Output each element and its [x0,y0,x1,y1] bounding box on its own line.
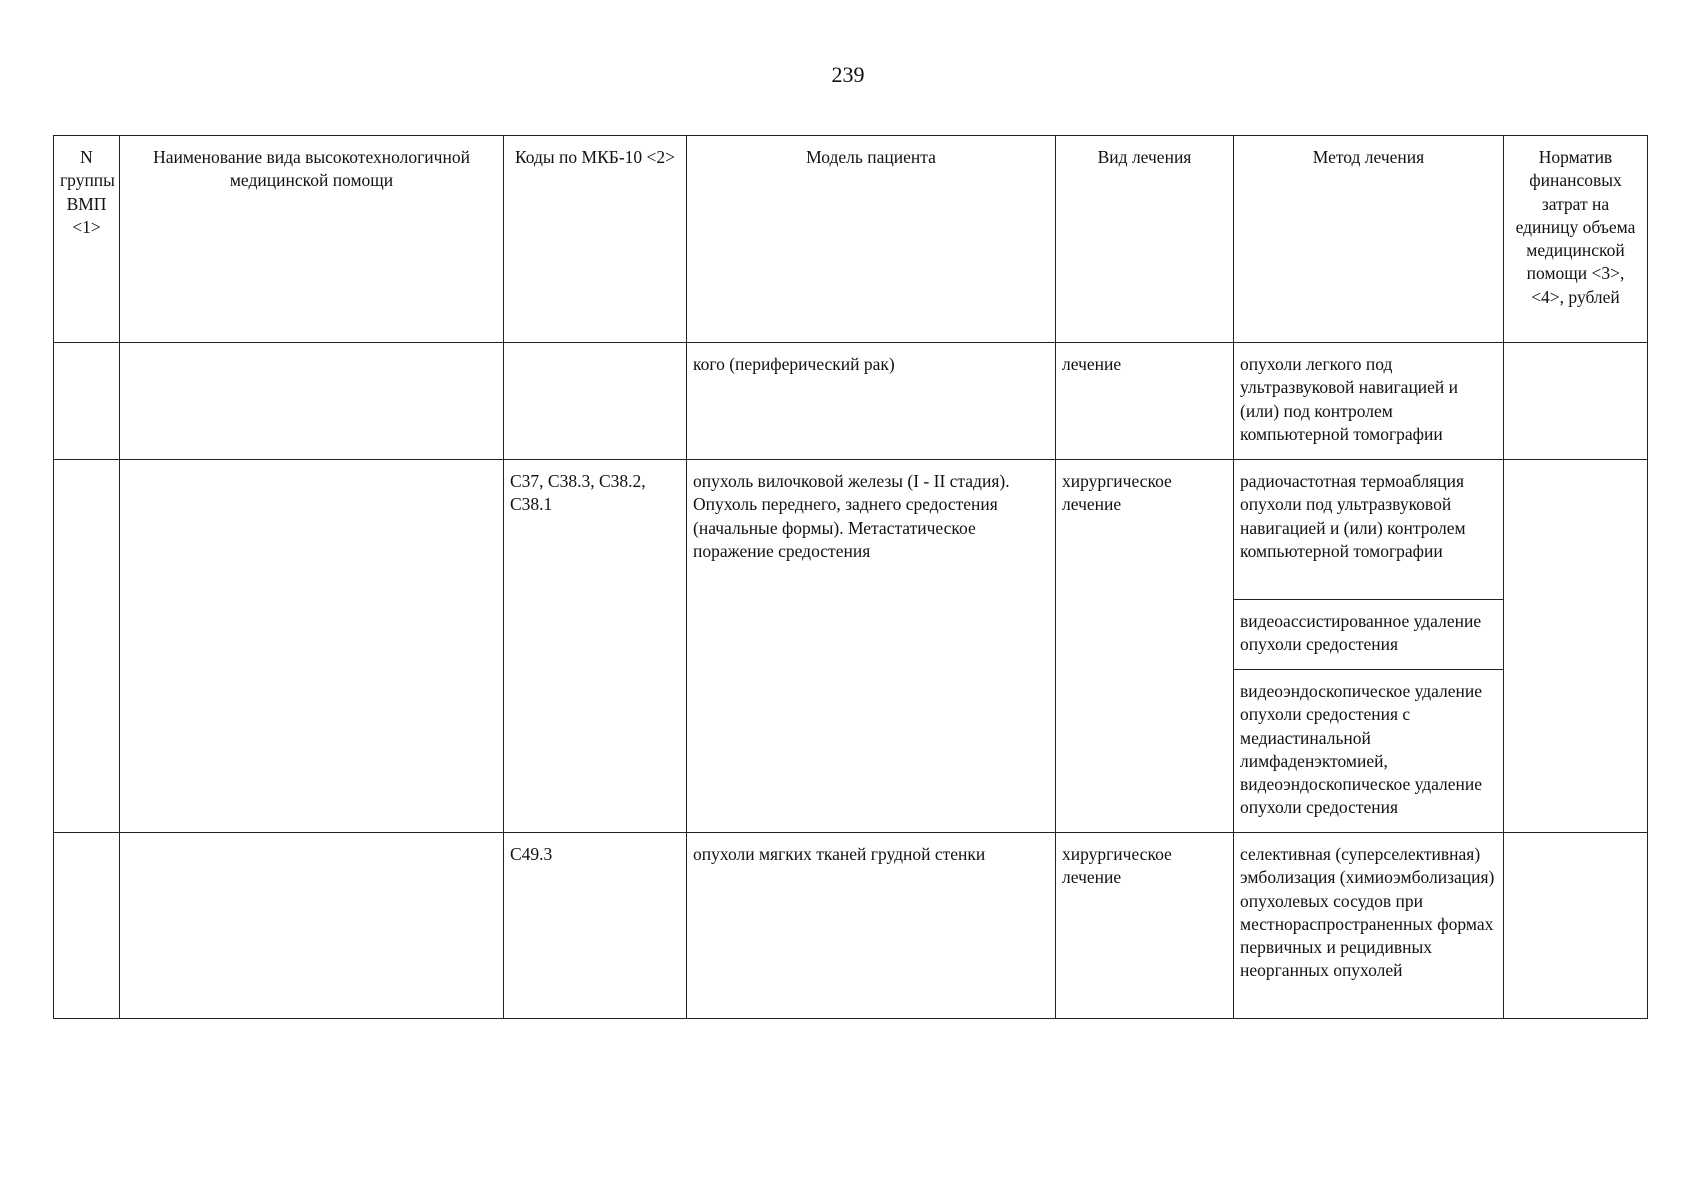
header-care-type: Наименование вида высокотехнологичной медицинской помощи [120,136,504,343]
header-group-no: N группы ВМП <1> [54,136,120,343]
table-row [54,460,1648,600]
cell-method: радиочастотная термоабляция опухоли под ультразвуковой навигацией и (или) контролем компьютерной томографии [1234,460,1504,600]
cell-care-type [120,833,504,1019]
cell-model: кого (периферический рак) [687,343,1056,460]
cell-model: опухоль вилочковой железы (I - II стадия). Опухоль переднего, заднего средостения (начальные формы). Метастатическое поражение средостения [687,460,1056,833]
cell-method: селективная (суперселективная) эмболизация (химиоэмболизация) опухолевых сосудов при местнораспространенных формах первичных и рецидивных неорганных опухолей [1234,833,1504,1019]
cell-method: видеоассистированное удаление опухоли средостения [1234,600,1504,670]
cell-cost [1504,833,1648,1019]
vmp-table [53,135,1648,1019]
cell-model: опухоли мягких тканей грудной стенки [687,833,1056,1019]
cell-cost [1504,343,1648,460]
header-icd-codes: Коды по МКБ-10 <2> [504,136,687,343]
cell-type: хирургическое лечение [1056,833,1234,1019]
cell-codes: C49.3 [504,833,687,1019]
cell-method: видеоэндоскопическое удаление опухоли средостения с медиастинальной лимфаденэктомией, видеоэндоскопическое удаление опухоли средостения [1234,670,1504,833]
cell-cost [1504,460,1648,833]
header-patient-model: Модель пациента [687,136,1056,343]
cell-group-no [54,460,120,833]
header-row [54,136,1648,343]
header-treatment-method: Метод лечения [1234,136,1504,343]
cell-method: опухоли легкого под ультразвуковой навигацией и (или) под контролем компьютерной томографии [1234,343,1504,460]
cell-codes [504,343,687,460]
cell-group-no [54,833,120,1019]
cell-type: хирургическое лечение [1056,460,1234,833]
cell-care-type [120,460,504,833]
cell-group-no [54,343,120,460]
cell-type: лечение [1056,343,1234,460]
cell-codes: C37, C38.3, C38.2, C38.1 [504,460,687,833]
page-number: 239 [831,62,865,87]
header-treatment-type: Вид лечения [1056,136,1234,343]
table-row [54,833,1648,1019]
cell-care-type [120,343,504,460]
header-cost-norm: Норматив финансовых затрат на единицу объема медицинской помощи <3>, <4>, рублей [1504,136,1648,343]
table-row [54,343,1648,460]
